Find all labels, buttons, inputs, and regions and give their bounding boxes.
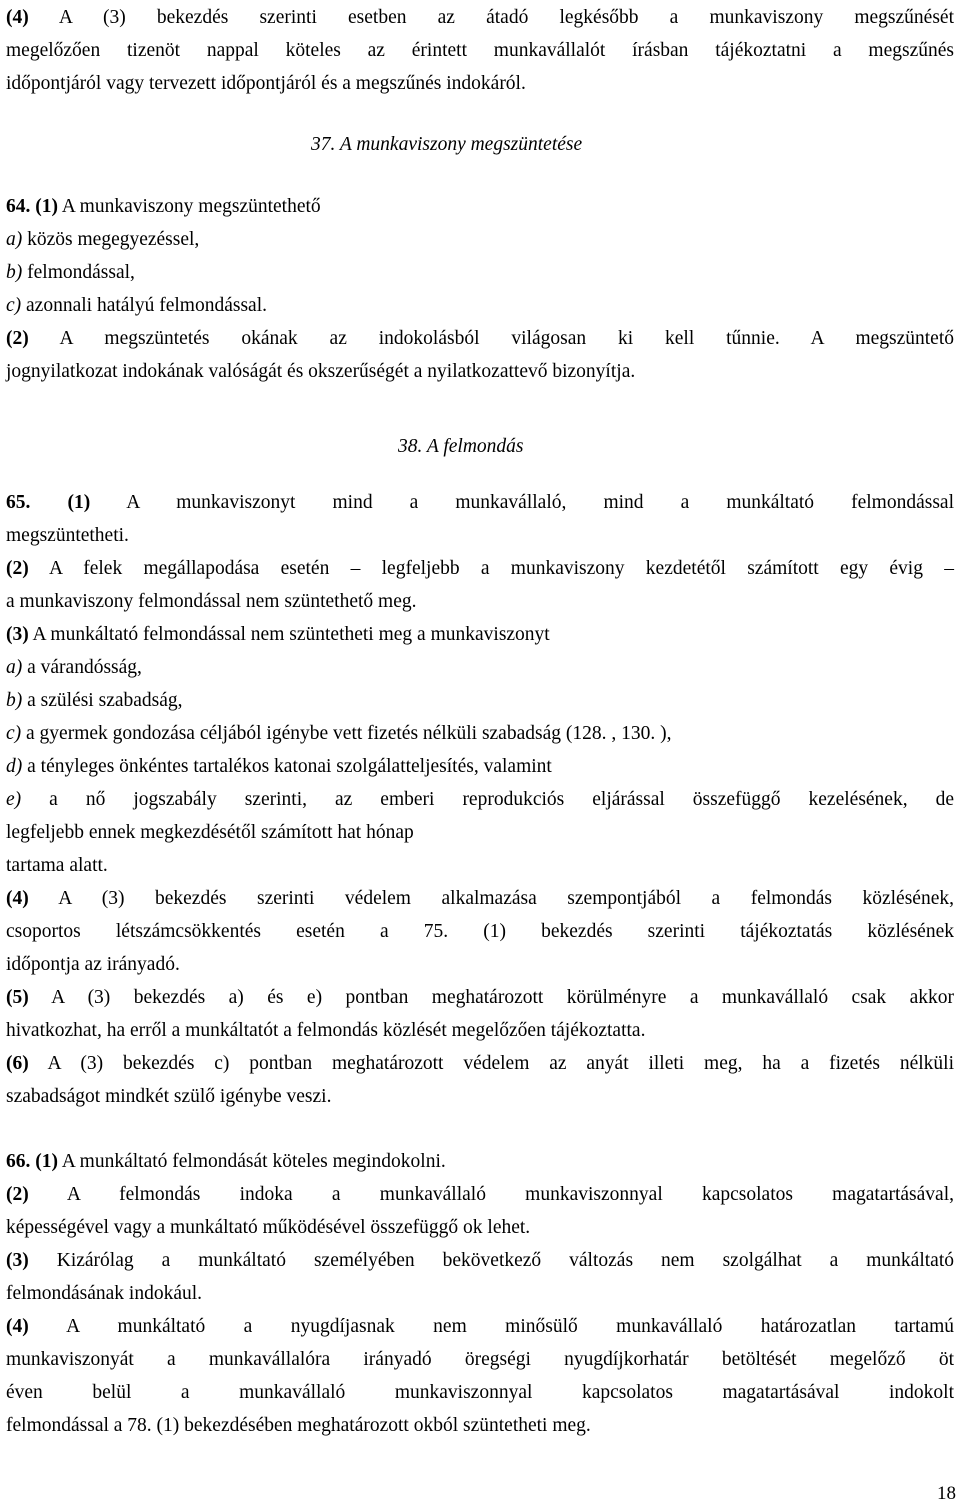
text-line: képességével vagy a munkáltató működésével összefüggő ok lehet. (6, 1217, 531, 1238)
section-heading-38: 38. A felmondás (398, 436, 524, 457)
text-line: a) a várandósság, (6, 657, 142, 678)
text-line: szabadságot mindkét szülő igénybe veszi. (6, 1086, 332, 1107)
text-line: c) a gyermek gondozása céljából igénybe vett fizetés nélküli szabadság (128. , 130. ), (6, 723, 672, 744)
text-line: (3) A munkáltató felmondással nem szüntetheti meg a munkaviszonyt (6, 624, 550, 645)
text-line: b) felmondással, (6, 262, 135, 283)
text-line: munkaviszonyát a munkavállalóra irányadó öregségi nyugdíjkorhatár betöltését megelőző öt (6, 1349, 954, 1370)
text-line: b) a szülési szabadság, (6, 690, 183, 711)
text-line: felmondásának indokául. (6, 1283, 203, 1304)
text-line: jognyilatkozat indokának valóságát és okszerűségét a nyilatkozattevő bizonyítja. (6, 361, 636, 382)
text-line: a) közös megegyezéssel, (6, 229, 200, 250)
text-line: időpontjáról vagy tervezett időpontjáról és a megszűnés indokáról. (6, 73, 526, 94)
text-line: megszüntetheti. (6, 525, 129, 546)
text-line: legfeljebb ennek megkezdésétől számított hat hónap (6, 822, 414, 843)
text-line: tartama alatt. (6, 855, 108, 876)
text-line: (4) A munkáltató a nyugdíjasnak nem minősülő munkavállaló határozatlan tartamú (6, 1316, 954, 1337)
section-heading-37: 37. A munkaviszony megszüntetése (311, 134, 583, 155)
text-line: (4) A (3) bekezdés szerinti védelem alkalmazása szempontjából a felmondás közlésének, (6, 888, 954, 909)
text-line: c) azonnali hatályú felmondással. (6, 295, 267, 316)
text-line: hivatkozhat, ha erről a munkáltatót a felmondás közlését megelőzően tájékoztatta. (6, 1020, 646, 1041)
text-line: 64. (1) A munkaviszony megszüntethető (6, 196, 321, 217)
text-line: a munkaviszony felmondással nem szüntethető meg. (6, 591, 417, 612)
text-line: e) a nő jogszabály szerinti, az emberi reprodukciós eljárással összefüggő kezelésének, de (6, 789, 954, 810)
text-line: (2) A megszüntetés okának az indokolásból világosan ki kell tűnnie. A megszüntető (6, 328, 954, 349)
text-line: időpontja az irányadó. (6, 954, 180, 975)
text-line: megelőzően tizenöt nappal köteles az érintett munkavállalót írásban tájékoztatni a megszűnés (6, 40, 954, 61)
text-line: (6) A (3) bekezdés c) pontban meghatározott védelem az anyát illeti meg, ha a fizetés nélküli (6, 1053, 954, 1074)
text-line: (3) Kizárólag a munkáltató személyében bekövetkező változás nem szolgálhat a munkáltató (6, 1250, 954, 1271)
text-line: éven belül a munkavállaló munkaviszonnyal kapcsolatos magatartásával indokolt (6, 1382, 954, 1403)
text-line: d) a tényleges önkéntes tartalékos katonai szolgálatteljesítés, valamint (6, 756, 552, 777)
text-line: (2) A felek megállapodása esetén – legfeljebb a munkaviszony kezdetétől számított egy évig – (6, 558, 954, 579)
text-line: (5) A (3) bekezdés a) és e) pontban meghatározott körülményre a munkavállaló csak akkor (6, 987, 954, 1008)
page-number: 18 (937, 1483, 956, 1504)
text-line: 66. (1) A munkáltató felmondását köteles megindokolni. (6, 1151, 446, 1172)
text-line: (2) A felmondás indoka a munkavállaló munkaviszonnyal kapcsolatos magatartásával, (6, 1184, 954, 1205)
text-line: felmondással a 78. (1) bekezdésében meghatározott okból szüntetheti meg. (6, 1415, 591, 1436)
text-line: (4) A (3) bekezdés szerinti esetben az átadó legkésőbb a munkaviszony megszűnését (6, 7, 954, 28)
text-line: csoportos létszámcsökkentés esetén a 75. (1) bekezdés szerinti tájékoztatás közlésének (6, 921, 954, 942)
text-line: 65. (1) A munkaviszonyt mind a munkavállaló, mind a munkáltató felmondással (6, 492, 955, 513)
